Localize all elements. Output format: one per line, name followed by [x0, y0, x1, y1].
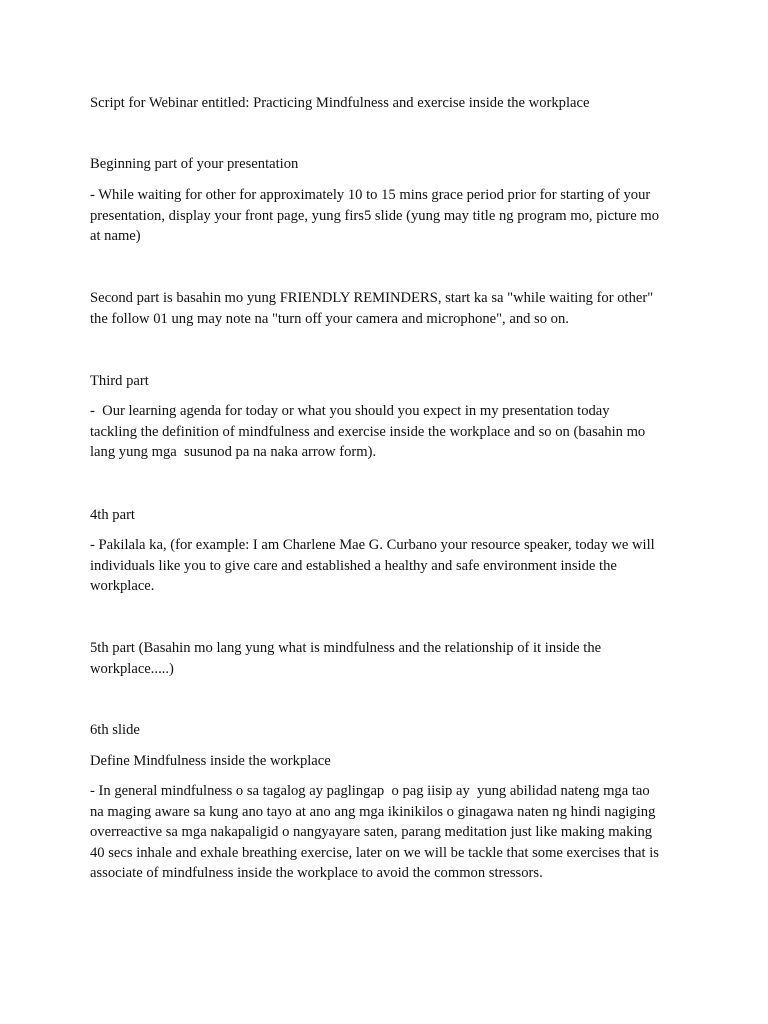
- subheading-text: Define Mindfulness inside the workplace: [90, 753, 331, 769]
- body-line: - Pakilala ka, (for example: I am Charlene Mae G. Curbano your resource speaker, today we will: [90, 537, 655, 553]
- body-line: - In general mindfulness o sa tagalog ay paglingap o pag iisip ay yung abilidad nateng mga tao: [90, 783, 650, 799]
- body-line: tackling the definition of mindfulness and exercise inside the workplace and so on (basahin mo: [90, 423, 646, 440]
- section-heading-beginning: [90, 154, 690, 175]
- heading-text: Beginning part of your presentation: [90, 156, 299, 172]
- body-line: - While waiting for other for approximately 10 to 15 mins grace period prior for starting of your: [90, 187, 651, 203]
- section-heading-4th-part: [90, 505, 690, 526]
- body-line: workplace.....): [90, 660, 174, 677]
- body-line: presentation, display your front page, yung firs5 slide (yung may title ng program mo, picture mo: [90, 207, 660, 224]
- section-subheading-define-mindfulness: [90, 751, 690, 772]
- body-line: na maging aware sa kung ano tayo at ano ang mga ikinikilos o ginagawa naten ng hindi nagiging: [90, 803, 656, 820]
- body-line: associate of mindfulness inside the workplace to avoid the common stressors.: [90, 865, 543, 882]
- body-line: workplace.: [90, 578, 155, 595]
- body-line: 5th part (Basahin mo lang yung what is mindfulness and the relationship of it inside the: [90, 640, 602, 656]
- body-line: lang yung mga susunod pa na naka arrow form).: [90, 444, 377, 461]
- heading-text: 4th part: [90, 507, 135, 523]
- body-line: - Our learning agenda for today or what you should you expect in my presentation today: [90, 403, 610, 419]
- heading-text: Third part: [90, 373, 149, 389]
- body-line: overreactive sa mga nakapaligid o nangyayare saten, parang meditation just like making making: [90, 824, 653, 841]
- title-text: Script for Webinar entitled: Practicing Mindfulness and exercise inside the workplace: [90, 95, 590, 111]
- section-body-4th-part: [90, 535, 690, 597]
- section-body-6th-slide: [90, 781, 690, 884]
- section-heading-6th-slide: [90, 720, 690, 741]
- section-body-beginning: [90, 185, 690, 247]
- section-heading-third-part: [90, 371, 690, 392]
- heading-text: 6th slide: [90, 722, 140, 738]
- document-title: [90, 93, 690, 114]
- section-body-5th-part: [90, 638, 690, 679]
- body-line: 40 secs inhale and exhale breathing exercise, later on we will be tackle that some exercises that is: [90, 844, 659, 861]
- body-line: the follow 01 ung may note na "turn off your camera and microphone", and so on.: [90, 310, 569, 327]
- body-line: Second part is basahin mo yung FRIENDLY REMINDERS, start ka sa "while waiting for other": [90, 290, 654, 306]
- section-body-second-part: [90, 288, 690, 329]
- body-line: at name): [90, 228, 141, 245]
- section-body-third-part: [90, 401, 690, 463]
- body-line: individuals like you to give care and established a healthy and safe environment inside the: [90, 557, 617, 574]
